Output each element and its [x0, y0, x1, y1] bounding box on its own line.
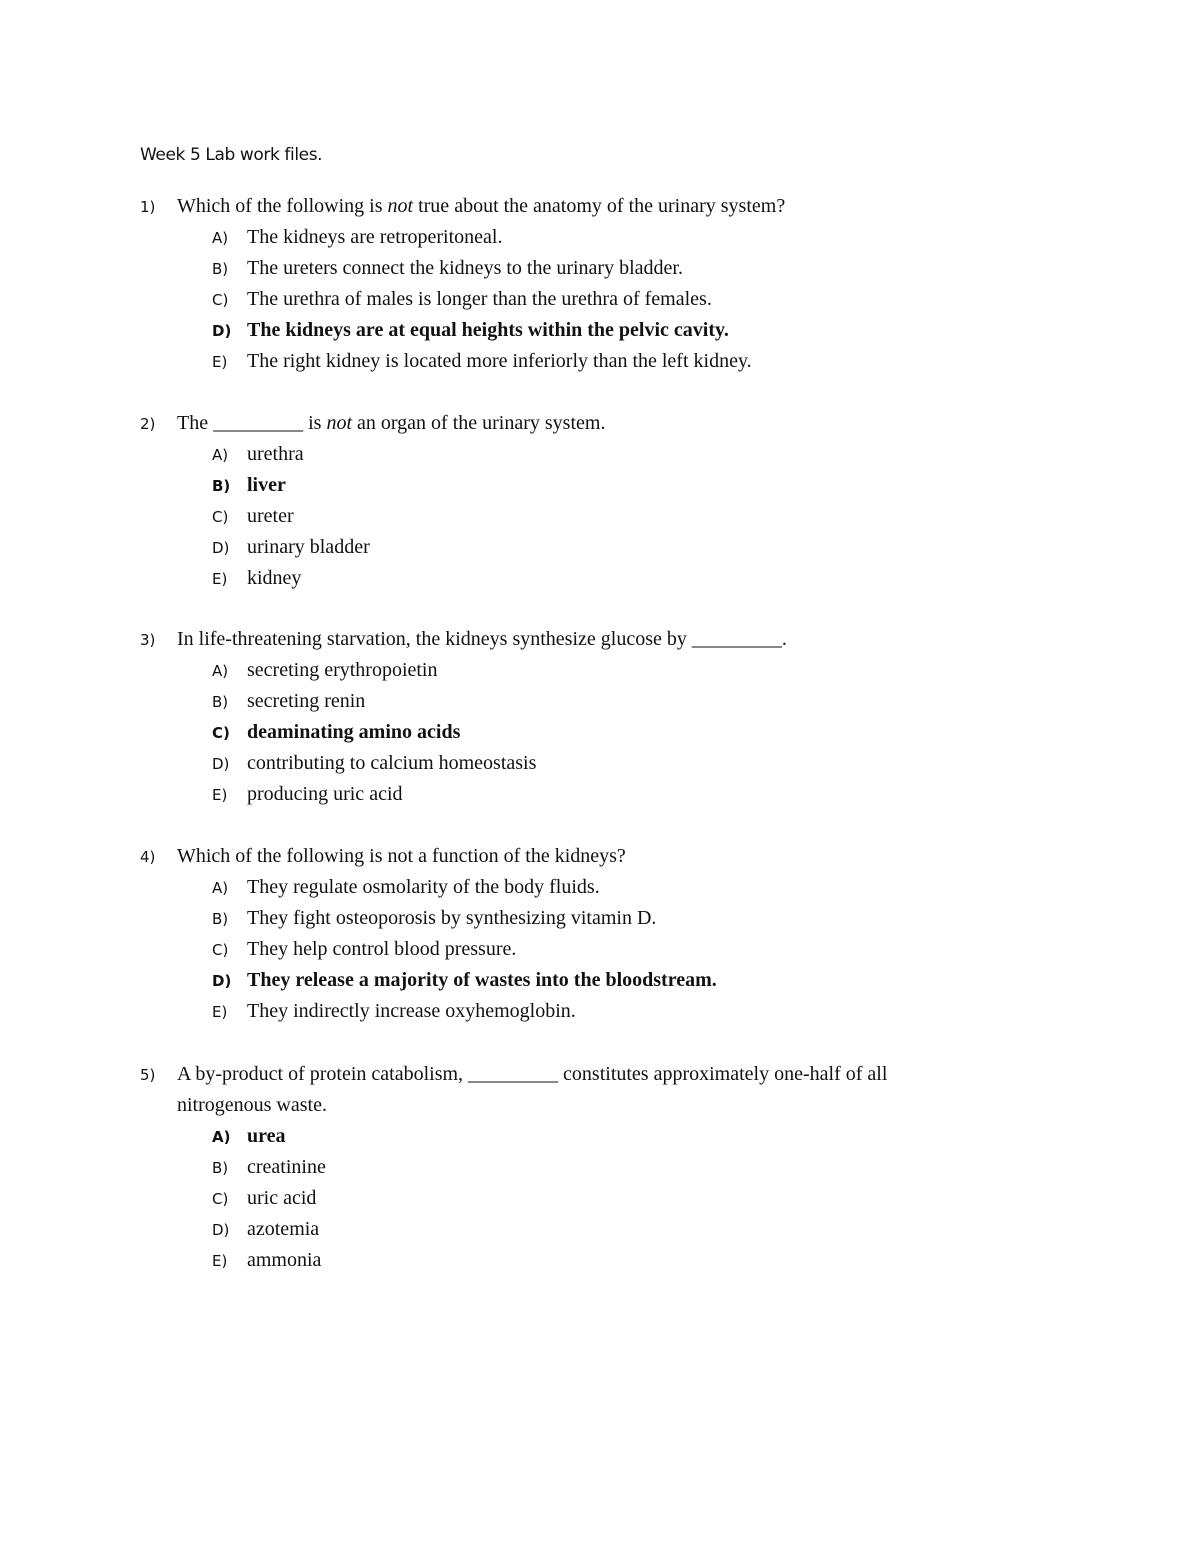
option-text: They release a majority of wastes into the bloodstream.	[247, 969, 717, 991]
question-number: 2)	[140, 415, 156, 433]
option-d	[0, 966, 1200, 997]
option-letter: A)	[212, 446, 229, 464]
option-letter: B)	[212, 477, 231, 495]
option-text: uric acid	[247, 1187, 317, 1209]
option-c	[0, 1184, 1200, 1215]
option-text: creatinine	[247, 1156, 326, 1178]
option-text: The kidneys are at equal heights within the pelvic cavity.	[247, 319, 729, 341]
option-letter: B)	[212, 1159, 229, 1177]
option-text: secreting renin	[247, 690, 366, 712]
option-b	[0, 687, 1200, 718]
question-text: Which of the following is not a function of the kidneys?	[177, 845, 626, 867]
option-c	[0, 285, 1200, 316]
option-text: The kidneys are retroperitoneal.	[247, 226, 503, 248]
question-number: 3)	[140, 631, 156, 649]
option-letter: A)	[212, 229, 229, 247]
question-1	[0, 192, 1200, 378]
option-letter: D)	[212, 1221, 230, 1239]
question-number: 1)	[140, 198, 156, 216]
question-stem-continued	[0, 1091, 1200, 1122]
question-3	[0, 625, 1200, 811]
question-text: The _________ is not an organ of the urinary system.	[177, 412, 606, 434]
option-e	[0, 780, 1200, 811]
question-text: Which of the following is not true about the anatomy of the urinary system?	[177, 195, 786, 217]
option-b	[0, 1153, 1200, 1184]
question-2	[0, 409, 1200, 595]
option-c	[0, 935, 1200, 966]
question-stem	[0, 625, 1200, 656]
question-text: A by-product of protein catabolism, _________ constitutes approximately one-half of all	[177, 1063, 888, 1085]
option-letter: E)	[212, 786, 228, 804]
option-a	[0, 656, 1200, 687]
option-letter: D)	[212, 539, 230, 557]
option-letter: A)	[212, 662, 229, 680]
option-text: contributing to calcium homeostasis	[247, 752, 537, 774]
option-e	[0, 997, 1200, 1028]
option-letter: C)	[212, 941, 229, 959]
option-letter: A)	[212, 1128, 231, 1146]
option-c	[0, 502, 1200, 533]
option-text: They regulate osmolarity of the body fluids.	[247, 876, 600, 898]
option-letter: E)	[212, 353, 228, 371]
option-letter: D)	[212, 972, 232, 990]
option-letter: B)	[212, 910, 229, 928]
question-number: 5)	[140, 1066, 156, 1084]
option-a	[0, 223, 1200, 254]
option-c	[0, 718, 1200, 749]
option-text: producing uric acid	[247, 783, 403, 805]
option-text: deaminating amino acids	[247, 721, 461, 743]
option-e	[0, 347, 1200, 378]
option-letter: B)	[212, 260, 229, 278]
option-d	[0, 1215, 1200, 1246]
option-letter: D)	[212, 755, 230, 773]
option-text: They fight osteoporosis by synthesizing vitamin D.	[247, 907, 657, 929]
question-stem	[0, 192, 1200, 223]
option-b	[0, 904, 1200, 935]
option-text: ureter	[247, 505, 294, 527]
option-text: ammonia	[247, 1249, 322, 1271]
option-d	[0, 533, 1200, 564]
option-text: They indirectly increase oxyhemoglobin.	[247, 1000, 576, 1022]
question-stem	[0, 842, 1200, 873]
option-d	[0, 316, 1200, 347]
option-text: The urethra of males is longer than the urethra of females.	[247, 288, 712, 310]
question-stem	[0, 409, 1200, 440]
option-e	[0, 1246, 1200, 1277]
option-a	[0, 873, 1200, 904]
option-text: They help control blood pressure.	[247, 938, 517, 960]
option-letter: C)	[212, 724, 230, 742]
document-title: Week 5 Lab work files.	[140, 145, 323, 165]
option-letter: C)	[212, 508, 229, 526]
option-letter: E)	[212, 1003, 228, 1021]
option-letter: C)	[212, 291, 229, 309]
option-e	[0, 564, 1200, 595]
option-d	[0, 749, 1200, 780]
option-letter: E)	[212, 1252, 228, 1270]
option-text: kidney	[247, 567, 302, 589]
question-4	[0, 842, 1200, 1028]
question-text-line-2: nitrogenous waste.	[177, 1094, 327, 1116]
option-letter: D)	[212, 322, 232, 340]
question-number: 4)	[140, 848, 156, 866]
option-text: liver	[247, 474, 286, 496]
option-letter: C)	[212, 1190, 229, 1208]
option-a	[0, 1122, 1200, 1153]
question-5	[0, 1060, 1200, 1277]
question-text: In life-threatening starvation, the kidneys synthesize glucose by _________.	[177, 628, 787, 650]
option-letter: A)	[212, 879, 229, 897]
option-a	[0, 440, 1200, 471]
option-text: urethra	[247, 443, 304, 465]
option-text: urinary bladder	[247, 536, 370, 558]
option-text: azotemia	[247, 1218, 320, 1240]
option-letter: B)	[212, 693, 229, 711]
option-b	[0, 254, 1200, 285]
option-letter: E)	[212, 570, 228, 588]
option-text: secreting erythropoietin	[247, 659, 438, 681]
option-text: The right kidney is located more inferiorly than the left kidney.	[247, 350, 752, 372]
option-text: The ureters connect the kidneys to the urinary bladder.	[247, 257, 683, 279]
option-b	[0, 471, 1200, 502]
option-text: urea	[247, 1125, 286, 1147]
question-stem	[0, 1060, 1200, 1091]
